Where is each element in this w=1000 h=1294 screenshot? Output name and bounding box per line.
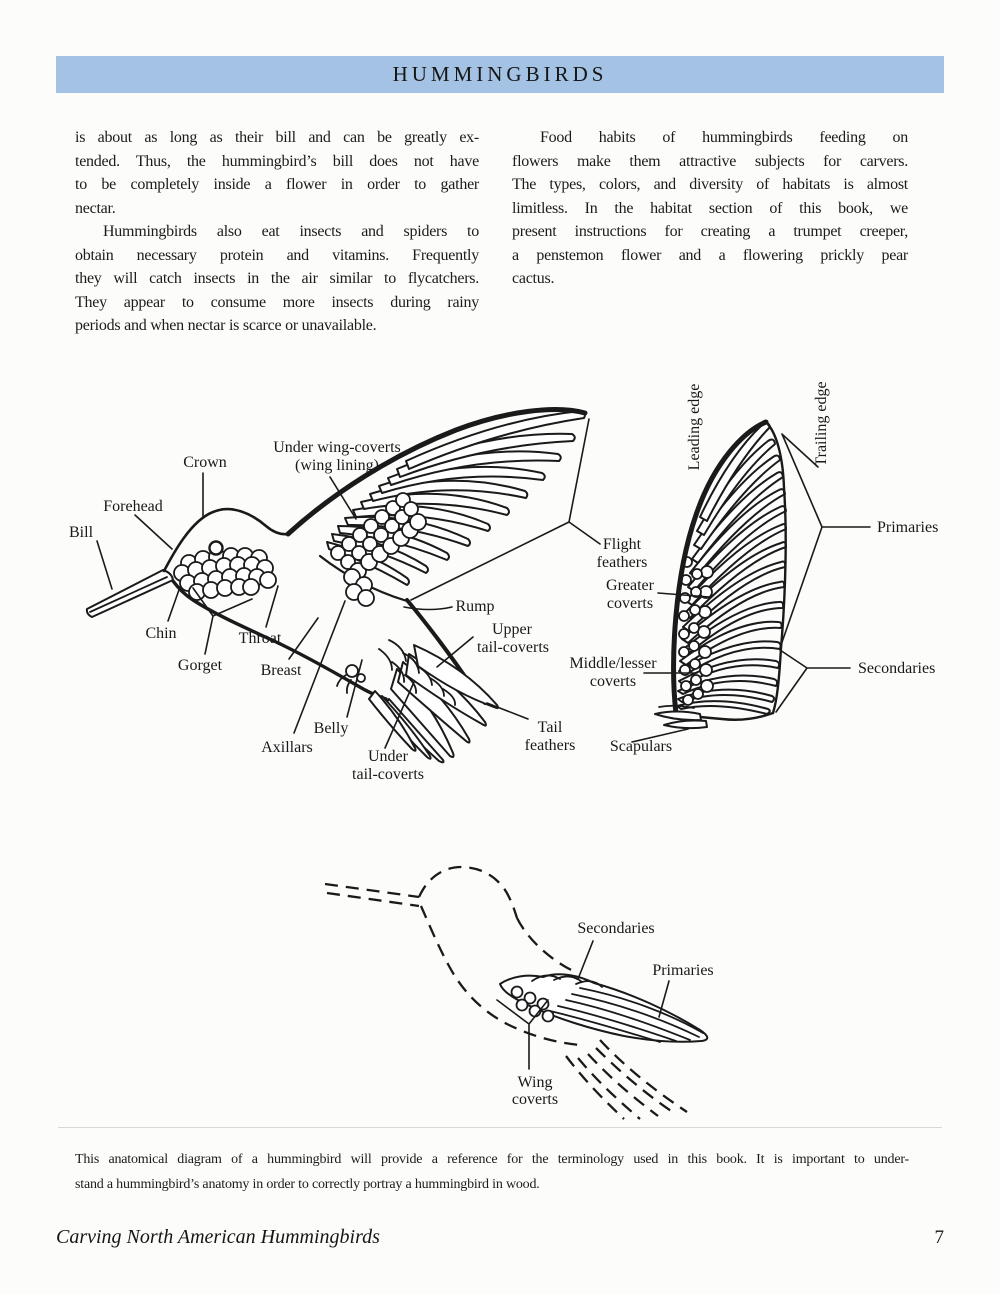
- label-middle-lesser-coverts-2: coverts: [589, 673, 637, 690]
- label-under-tail-coverts-2: tail-coverts: [352, 766, 424, 783]
- label-flight-feathers: Flight: [602, 536, 642, 553]
- text-line: obtain necessary protein and vitamins. Frequently: [75, 246, 479, 264]
- page-number: 7: [934, 1227, 944, 1248]
- label-wing-lining: (wing lining): [295, 457, 379, 474]
- label-belly: Belly: [313, 720, 349, 737]
- text-line: flowers make them attractive subjects for carvers.: [512, 152, 908, 170]
- label-upper-tail-coverts: Upper: [492, 621, 532, 638]
- text-line: Hummingbirds also eat insects and spiders to: [103, 223, 479, 240]
- standalone-wing-art: [655, 422, 786, 728]
- label-middle-lesser-coverts: Middle/lesser: [569, 655, 657, 672]
- text-line: cactus.: [512, 270, 555, 287]
- label-under-wing-coverts: Under wing-coverts: [273, 439, 401, 456]
- text-line: periods and when nectar is scarce or unavailable.: [75, 317, 377, 334]
- running-footer-book-title: Carving North American Hummingbirds: [56, 1226, 380, 1248]
- text-line: This anatomical diagram of a hummingbird will provide a reference for the terminology used in this book. It is important to under-: [75, 1152, 909, 1167]
- label-folded-primaries: Primaries: [652, 962, 714, 979]
- label-upper-tail-coverts-2: tail-coverts: [477, 639, 549, 656]
- figure-caption: [75, 1147, 909, 1197]
- label-tail-feathers: Tail: [537, 719, 563, 736]
- text-line: is about as long as their bill and can be greatly ex-: [75, 129, 479, 146]
- label-forehead: Forehead: [103, 498, 163, 515]
- text-line: a penstemon flower and a flowering prickly pear: [512, 246, 908, 264]
- label-throat: Throat: [238, 630, 282, 647]
- text-line: Food habits of hummingbirds feeding on: [540, 129, 908, 146]
- folded-wing-diagram: [325, 867, 714, 1119]
- label-trailing-edge: Trailing edge: [813, 381, 830, 467]
- label-greater-coverts-2: coverts: [606, 595, 654, 612]
- chapter-title: HUMMINGBIRDS: [392, 62, 608, 86]
- label-secondaries: Secondaries: [858, 660, 936, 677]
- label-greater-coverts: Greater: [606, 577, 654, 594]
- label-gorget: Gorget: [177, 657, 223, 674]
- text-line: limitless. In the habitat section of this book, we: [512, 199, 908, 217]
- eye-icon: [210, 542, 223, 555]
- text-line: to be completely inside a flower in order to gather: [75, 176, 479, 193]
- label-scapulars: Scapulars: [609, 738, 673, 755]
- label-wing-coverts-2: coverts: [511, 1091, 559, 1108]
- text-line: tended. Thus, the hummingbird’s bill does not have: [75, 152, 479, 170]
- label-breast: Breast: [260, 662, 302, 679]
- main-anatomy-diagram: [69, 381, 938, 783]
- text-line: they will catch insects in the air similar to flycatchers.: [75, 270, 479, 287]
- label-rump: Rump: [455, 598, 495, 615]
- label-primaries: Primaries: [877, 519, 939, 536]
- label-wing-coverts: Wing: [517, 1074, 553, 1091]
- label-folded-secondaries: Secondaries: [577, 920, 655, 937]
- folded-wing-art: [500, 974, 707, 1042]
- label-leading-edge: Leading edge: [686, 383, 703, 471]
- label-axillars: Axillars: [261, 739, 313, 756]
- text-line: The types, colors, and diversity of habitats is almost: [512, 176, 908, 193]
- label-crown: Crown: [183, 454, 227, 471]
- label-chin: Chin: [145, 625, 177, 642]
- text-line: They appear to consume more insects during rainy: [75, 293, 479, 311]
- label-bill: Bill: [69, 524, 94, 541]
- text-line: nectar.: [75, 199, 116, 217]
- text-line: stand a hummingbird’s anatomy in order to correctly portray a hummingbird in wood.: [75, 1177, 540, 1192]
- text-line: present instructions for creating a trumpet creeper,: [512, 223, 908, 240]
- caption-divider: [58, 1127, 942, 1128]
- label-under-tail-coverts: Under: [368, 748, 408, 765]
- label-flight-feathers-2: feathers: [596, 554, 648, 571]
- label-tail-feathers-2: feathers: [524, 737, 576, 754]
